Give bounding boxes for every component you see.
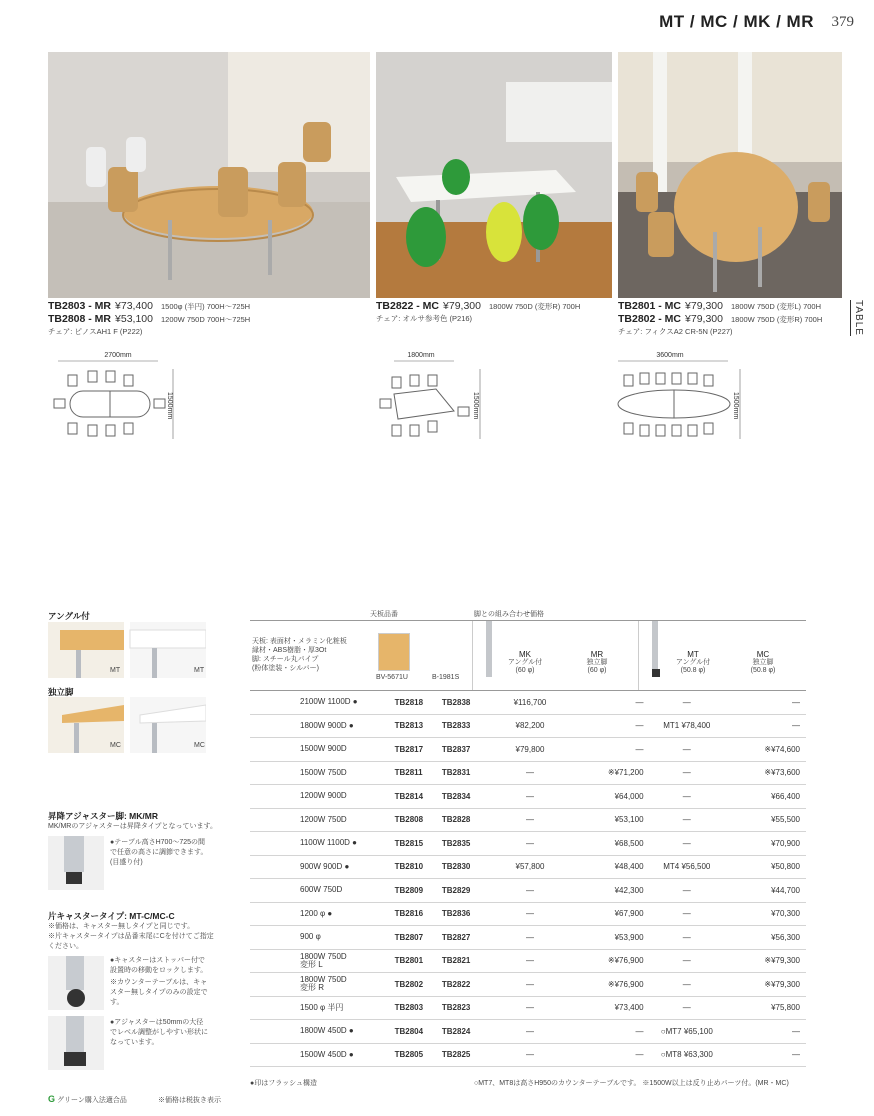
- mk-price-cell: ¥79,800: [492, 738, 567, 762]
- mt-price-cell: —: [650, 785, 725, 809]
- product-spec: 1800W 750D (変形R) 700H: [488, 302, 581, 311]
- top-code-cell: TB2803: [395, 996, 442, 1020]
- top-code-cell: TB2804: [395, 1020, 442, 1044]
- independent-leg-illustrations: [48, 697, 206, 753]
- mt-price-cell: —: [650, 761, 725, 785]
- top-code-cell: TB2807: [395, 926, 442, 950]
- top-code-cell: TB2834: [442, 785, 492, 809]
- size-cell: 1500W 750D: [250, 761, 395, 785]
- mk-price-cell: —: [492, 973, 567, 997]
- size-cell: 1800W 750D 変形 R: [250, 973, 395, 997]
- top-code-cell: TB2824: [442, 1020, 492, 1044]
- top-code-2: B-1981S: [432, 674, 460, 681]
- mr-price-cell: ¥67,900: [568, 902, 650, 926]
- col-mr: MR 独立脚 (60 φ): [586, 650, 608, 674]
- combo-price-label: 脚との組み合わせ価格: [474, 611, 544, 618]
- top-code-cell: TB2809: [395, 879, 442, 903]
- mt-price-cell: ○MT7 ¥65,100: [650, 1020, 725, 1044]
- mc-price-cell: ¥75,800: [724, 996, 806, 1020]
- mc-price-cell: ¥56,300: [724, 926, 806, 950]
- size-cell: 1800W 750D 変形 L: [250, 949, 395, 973]
- mt-price-cell: —: [650, 879, 725, 903]
- mr-price-cell: ¥53,100: [568, 808, 650, 832]
- page-number: 379: [831, 14, 854, 30]
- adjuster-photo: [48, 836, 104, 890]
- mr-price-cell: ※¥76,900: [568, 949, 650, 973]
- photo-large-oval-conference: [618, 52, 842, 298]
- mr-price-cell: ※¥76,900: [568, 973, 650, 997]
- product-code: TB2802 - MC: [618, 313, 682, 325]
- mt-price-cell: —: [650, 902, 725, 926]
- mt-price-cell: —: [650, 949, 725, 973]
- page-title: MT / MC / MK / MR: [659, 12, 814, 31]
- size-cell: 1800W 900D ●: [250, 714, 395, 738]
- caster-bullet: ●キャスターはストッパー付で設置時の移動をロックします。: [110, 957, 208, 974]
- table-row: [250, 808, 806, 832]
- chair-note: チェア: ピノスAH1 F (P222): [48, 327, 143, 336]
- top-code-cell: TB2835: [442, 832, 492, 856]
- photo-oval-table-room: [48, 52, 370, 298]
- table-row: [250, 926, 806, 950]
- plan-width-label: 3600mm: [656, 352, 684, 359]
- mk-price-cell: —: [492, 1020, 567, 1044]
- table-row: [250, 879, 806, 903]
- mt-price-cell: —: [650, 996, 725, 1020]
- adjuster50-bullet: ●アジャスターは50mmの大径でレベル調整がしやすい形状になっています。: [110, 1019, 208, 1046]
- mc-price-cell: —: [724, 691, 806, 715]
- caster-photo: [48, 956, 104, 1010]
- product-price: ¥53,100: [115, 313, 153, 325]
- top-code-cell: TB2828: [442, 808, 492, 832]
- mc-price-cell: ¥55,500: [724, 808, 806, 832]
- photo-green-chairs: [376, 52, 612, 298]
- tag-mc: MC: [194, 742, 205, 749]
- price-table: [250, 690, 806, 1067]
- mt-price-cell: —: [650, 973, 725, 997]
- leg-mk-illustration: [486, 621, 492, 677]
- size-cell: 900W 900D ●: [250, 855, 395, 879]
- top-code-cell: TB2817: [395, 738, 442, 762]
- mk-price-cell: —: [492, 761, 567, 785]
- green-purchase-note: G グリーン購入法適合品: [48, 1094, 127, 1104]
- top-code-cell: TB2830: [442, 855, 492, 879]
- size-cell: 1500W 450D ●: [250, 1043, 395, 1067]
- mt-price-cell: —: [650, 691, 725, 715]
- product-price: ¥79,300: [443, 300, 481, 312]
- floor-plan-3: [612, 352, 752, 451]
- tag-mc: MC: [110, 742, 121, 749]
- col-mc: MC 独立脚 (50.8 φ): [750, 650, 776, 674]
- top-code-cell: TB2821: [442, 949, 492, 973]
- large-adjuster-photo: [48, 1016, 104, 1070]
- mr-price-cell: —: [568, 1020, 650, 1044]
- top-code-cell: TB2813: [395, 714, 442, 738]
- mk-price-cell: ¥82,200: [492, 714, 567, 738]
- top-code-cell: TB2823: [442, 996, 492, 1020]
- plan-depth-label: 1500mm: [472, 392, 479, 420]
- caption-photo-1: [48, 300, 370, 338]
- size-cell: 2100W 1100D ●: [250, 691, 395, 715]
- top-code-cell: TB2836: [442, 902, 492, 926]
- caster-bullet-2: ※カウンターテーブルは、キャスター無しタイプのみの設定です。: [110, 979, 208, 1006]
- tax-note: ※価格は税抜き表示: [158, 1097, 221, 1104]
- table-row: [250, 785, 806, 809]
- mc-price-cell: ¥66,400: [724, 785, 806, 809]
- mc-price-cell: ※¥73,600: [724, 761, 806, 785]
- top-code-cell: TB2801: [395, 949, 442, 973]
- caster-note-2: ※片キャスタータイプは品番末尾にCを付けてご指定ください。: [48, 933, 214, 950]
- adjuster-foot-icon: [652, 669, 660, 677]
- table-row: [250, 949, 806, 973]
- mc-price-cell: ¥70,300: [724, 902, 806, 926]
- size-cell: 1200 φ ●: [250, 902, 395, 926]
- mk-price-cell: —: [492, 808, 567, 832]
- mr-price-cell: ¥53,900: [568, 926, 650, 950]
- top-code-cell: TB2815: [395, 832, 442, 856]
- mr-price-cell: —: [568, 714, 650, 738]
- angle-heading: アングル付: [48, 611, 90, 621]
- top-code-cell: TB2837: [442, 738, 492, 762]
- top-code-cell: TB2808: [395, 808, 442, 832]
- top-code-cell: TB2810: [395, 855, 442, 879]
- mr-price-cell: ¥42,300: [568, 879, 650, 903]
- mr-price-cell: ※¥71,200: [568, 761, 650, 785]
- top-code-cell: TB2829: [442, 879, 492, 903]
- caster-note-1: ※価格は、キャスター無しタイプと同じです。: [48, 923, 195, 930]
- product-code: TB2803 - MR: [48, 300, 112, 312]
- mt-price-cell: —: [650, 808, 725, 832]
- top-code-cell: TB2827: [442, 926, 492, 950]
- independent-heading: 独立脚: [48, 687, 74, 697]
- mk-price-cell: —: [492, 832, 567, 856]
- plan-depth-label: 1500mm: [166, 392, 173, 420]
- product-spec: 1800W 750D (変形L) 700H: [730, 302, 822, 311]
- top-code-cell: TB2825: [442, 1043, 492, 1067]
- table-row: [250, 738, 806, 762]
- col-mk: MK アングル付 (60 φ): [507, 650, 543, 674]
- size-cell: 600W 750D: [250, 879, 395, 903]
- mk-price-cell: —: [492, 1043, 567, 1067]
- size-cell: 900 φ: [250, 926, 395, 950]
- product-spec: 1800W 750D (変形R) 700H: [730, 315, 823, 324]
- product-code: TB2801 - MC: [618, 300, 682, 312]
- product-price: ¥79,300: [685, 313, 723, 325]
- product-code: TB2822 - MC: [376, 300, 440, 312]
- chair-note: チェア: フィクスA2 CR-5N (P227): [618, 327, 733, 336]
- mc-price-cell: ¥70,900: [724, 832, 806, 856]
- mt-price-cell: —: [650, 832, 725, 856]
- table-header: [250, 620, 806, 691]
- mk-price-cell: —: [492, 785, 567, 809]
- mr-price-cell: ¥68,500: [568, 832, 650, 856]
- top-code-cell: TB2818: [395, 691, 442, 715]
- mc-price-cell: ※¥79,300: [724, 973, 806, 997]
- table-row: [250, 902, 806, 926]
- mt-price-cell: —: [650, 738, 725, 762]
- adjuster-note: MK/MRのアジャスターは昇降タイプとなっています。: [48, 823, 218, 830]
- mr-price-cell: —: [568, 1043, 650, 1067]
- mk-price-cell: —: [492, 902, 567, 926]
- table-row: [250, 996, 806, 1020]
- top-code-cell: TB2831: [442, 761, 492, 785]
- mr-price-cell: —: [568, 738, 650, 762]
- top-code-1: BV-5671U: [376, 674, 408, 681]
- section-side-label: TABLE: [850, 300, 864, 336]
- product-code: TB2808 - MR: [48, 313, 112, 325]
- plan-depth-label: 1500mm: [732, 392, 739, 420]
- size-cell: 1500 φ 半円: [250, 996, 395, 1020]
- size-cell: 1500W 900D: [250, 738, 395, 762]
- top-code-cell: TB2802: [395, 973, 442, 997]
- product-spec: 1200W 750D 700H〜725H: [160, 315, 251, 324]
- adjuster-heading: 昇降アジャスター脚: MK/MR: [48, 811, 158, 821]
- tag-mt: MT: [110, 667, 121, 674]
- wood-swatch: [378, 633, 410, 671]
- mc-price-cell: —: [724, 714, 806, 738]
- mc-price-cell: ※¥79,300: [724, 949, 806, 973]
- floor-plan-1: [48, 352, 188, 451]
- table-row: [250, 1043, 806, 1067]
- table-row: [250, 973, 806, 997]
- plan-width-label: 2700mm: [104, 352, 132, 359]
- plan-width-label: 1800mm: [407, 352, 435, 359]
- mt-price-cell: —: [650, 926, 725, 950]
- top-code-cell: TB2833: [442, 714, 492, 738]
- floor-plan-2: [376, 352, 496, 451]
- mt-price-cell: ○MT8 ¥63,300: [650, 1043, 725, 1067]
- table-row: [250, 832, 806, 856]
- size-cell: 1200W 900D: [250, 785, 395, 809]
- top-code-cell: TB2811: [395, 761, 442, 785]
- caption-photo-3: [618, 300, 858, 338]
- table-row: [250, 714, 806, 738]
- footnote-counter: ○MT7、MT8は高さH950のカウンターテーブルです。 ※1500W以上は反り止めパーツ付。(MR・MC): [474, 1080, 789, 1087]
- caption-photo-2: [376, 300, 612, 325]
- column-divider: [638, 621, 639, 691]
- mk-price-cell: ¥116,700: [492, 691, 567, 715]
- leg-mt-illustration: [652, 621, 658, 671]
- mc-price-cell: ※¥74,600: [724, 738, 806, 762]
- caster-heading: 片キャスタータイプ: MT-C/MC-C: [48, 911, 175, 921]
- size-cell: 1800W 450D ●: [250, 1020, 395, 1044]
- mk-price-cell: —: [492, 926, 567, 950]
- table-row: [250, 761, 806, 785]
- mc-price-cell: ¥50,800: [724, 855, 806, 879]
- mc-price-cell: —: [724, 1020, 806, 1044]
- mt-price-cell: MT4 ¥56,500: [650, 855, 725, 879]
- top-code-cell: TB2822: [442, 973, 492, 997]
- material-note: 天板: 表面材・メラミン化粧板 縁材・ABS樹脂・厚3Ot 脚: スチール丸パイプ (粉体塗装・シルバー): [252, 638, 347, 672]
- top-code-cell: TB2805: [395, 1043, 442, 1067]
- mr-price-cell: ¥73,400: [568, 996, 650, 1020]
- top-code-cell: TB2838: [442, 691, 492, 715]
- table-row: [250, 1020, 806, 1044]
- mt-price-cell: MT1 ¥78,400: [650, 714, 725, 738]
- mk-price-cell: ¥57,800: [492, 855, 567, 879]
- top-code-cell: TB2816: [395, 902, 442, 926]
- mk-price-cell: —: [492, 879, 567, 903]
- adjuster-bullet: ●テーブル高さH700〜725の間で任意の高さに調節できます。(目盛り付): [110, 839, 208, 866]
- price-table-grid: [250, 690, 806, 1067]
- product-spec: 1500φ (半円) 700H〜725H: [160, 302, 251, 311]
- mr-price-cell: ¥48,400: [568, 855, 650, 879]
- table-row: [250, 691, 806, 715]
- tag-mt: MT: [194, 667, 205, 674]
- table-row: [250, 855, 806, 879]
- col-mt: MT アングル付 (50.8 φ): [675, 650, 711, 674]
- size-cell: 1200W 750D: [250, 808, 395, 832]
- mc-price-cell: —: [724, 1043, 806, 1067]
- mc-price-cell: ¥44,700: [724, 879, 806, 903]
- product-price: ¥79,300: [685, 300, 723, 312]
- chair-note: チェア: オルサ参考色 (P216): [376, 314, 473, 323]
- mr-price-cell: —: [568, 691, 650, 715]
- size-cell: 1100W 1100D ●: [250, 832, 395, 856]
- top-code-cell: TB2814: [395, 785, 442, 809]
- mk-price-cell: —: [492, 996, 567, 1020]
- top-code-label: 天板品番: [370, 611, 398, 618]
- mr-price-cell: ¥64,000: [568, 785, 650, 809]
- column-divider: [472, 621, 473, 691]
- product-price: ¥73,400: [115, 300, 153, 312]
- footnote-flush: ●印はフラッシュ構造: [250, 1080, 317, 1087]
- angle-leg-illustrations: [48, 622, 206, 678]
- mk-price-cell: —: [492, 949, 567, 973]
- green-mark-icon: G: [48, 1094, 56, 1104]
